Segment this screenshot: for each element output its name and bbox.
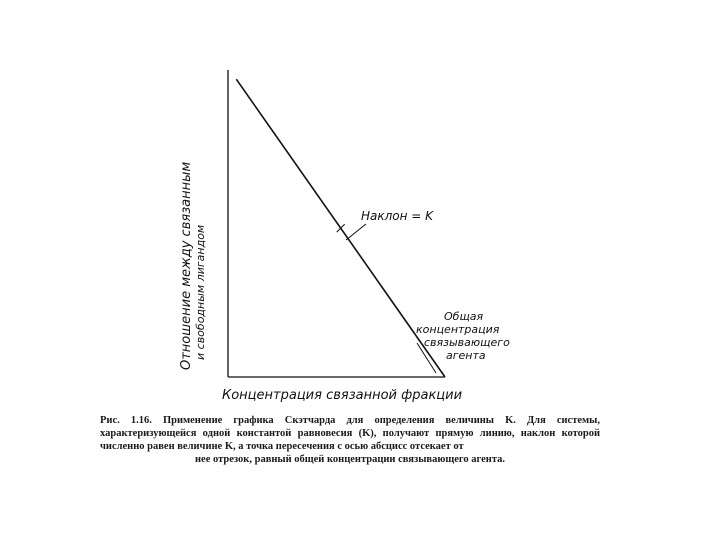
slope-annotation: Наклон = K <box>361 209 434 223</box>
intercept-annotation <box>416 310 510 362</box>
intercept-label-line3: связывающего <box>424 336 510 349</box>
y-axis-title <box>179 162 207 370</box>
x-axis-label: Концентрация связанной фракции <box>222 388 463 403</box>
figure-caption <box>100 414 600 466</box>
figure-number: Рис. 1.16. <box>100 415 152 426</box>
intercept-label-line4: агента <box>446 349 486 362</box>
caption-last-line: нее отрезок, равный общей концентрации связывающего агента. <box>195 454 505 465</box>
intercept-label-line1: Общая <box>444 310 484 323</box>
slope-leader <box>346 224 366 240</box>
caption-body: Применение графика Скэтчарда для определения величины K. Для системы, характеризующейся одной константой равновесия (K), получают прямую линию, наклон которой численно равен величине K, а точка пересечения с осью абсцисс отсекает от <box>100 415 601 452</box>
intercept-label-line2: концентрация <box>416 323 500 336</box>
y-axis-label-line1: Отношение между связанным <box>179 161 194 370</box>
y-axis-label-line2: и свободным лигандом <box>194 224 207 360</box>
